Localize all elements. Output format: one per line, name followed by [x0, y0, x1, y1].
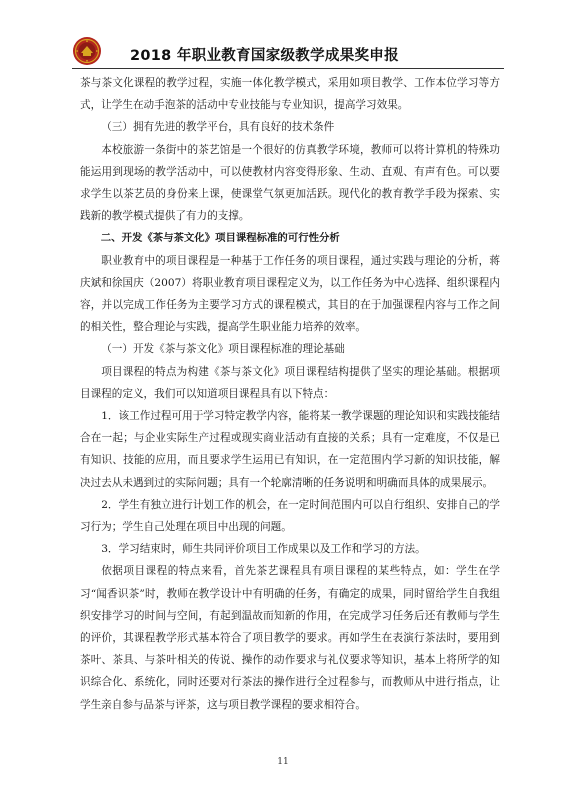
subheading-theoretical-basis: （一）开发《茶与茶文化》项目课程标准的理论基础: [101, 343, 345, 356]
paragraph-project-curriculum: 职业教育中的项目课程是一种基于工作任务的项目课程，通过实践与理论的分析，蒋庆斌和徐国庆（2007）将职业教育项目课程定义为，以工作任务为中心选择、组织课程内容，并以完成工作任务为主要学习方式的课程模式，其目的在于加强课程内容与工作之间的相关性，整合理论与实践，提高学生职业能力培养的效率。: [80, 254, 500, 334]
page-header: [0, 0, 566, 68]
page-number: 11: [277, 757, 289, 767]
paragraph-teaching-process: 茶与茶文化课程的教学过程，实施一体化教学模式，采用如项目教学、工作本位学习等方式，让学生在动手泡茶的活动中专业技能与专业知识，提高学习效果。: [80, 77, 500, 112]
list-item-feature-2: 2．学生有独立进行计划工作的机会，在一定时间范围内可以自行组织、安排自己的学习行为；学生自己处理在项目中出现的问题。: [80, 498, 500, 534]
header-divider: [72, 68, 504, 69]
paragraph-curriculum-features: 项目课程的特点为构建《茶与茶文化》项目课程结构提供了坚实的理论基础。根据项目课程的定义，我们可以知道项目课程具有以下特点：: [80, 365, 500, 400]
paragraph-tea-art-analysis: 依据项目课程的特点来看，首先茶艺课程具有项目课程的某些特点，如：学生在学习“闻香识茶”时，教师在教学设计中有明确的任务，有确定的成果，同时留给学生自我组织安排学习的时间与空间，有起到温故而知新的作用，在完成学习任务后还有教师与学生的评价，其课程教学形式基本符合了项目教学的要求。再如学生在表演行茶法时，要用到茶叶、茶具、与茶叶相关的传说、操作的动作要求与礼仪要求等知识，基本上将所学的知识综合化、系统化，同时还要对行茶法的操作进行全过程参与，而教师从中进行指点，让学生亲自参与品茶与评茶，这与项目教学课程的要求相符合。: [80, 565, 500, 711]
list-item-feature-1: 1．该工作过程可用于学习特定教学内容，能将某一教学课题的理论知识和实践技能结合在一起；与企业实际生产过程或现实商业活动有直接的关系；具有一定难度，不仅是已有知识、技能的应用，而且要求学生运用已有知识，在一定范围内学习新的知识技能，解决过去从未遇到过的实际问题；具有一个轮廓清晰的任务说明和明确而具体的成果展示。: [80, 410, 500, 489]
header-title: 2018 年职业教育国家级教学成果奖申报: [130, 48, 399, 64]
school-emblem-icon: [72, 36, 102, 66]
section-heading-feasibility: 二、开发《茶与茶文化》项目课程标准的可行性分析: [100, 232, 340, 245]
subheading-teaching-platform: （三）拥有先进的教学平台，具有良好的技术条件: [101, 121, 335, 134]
document-body: [80, 72, 500, 716]
paragraph-tea-house: 本校旅游一条街中的茶艺馆是一个很好的仿真教学环境，教师可以将计算机的特殊功能运用到现场的教学活动中，可以使教材内容变得形象、生动、直观、有声有色。可以要求学生以茶艺员的身份来上课，使课堂气氛更加活跃。现代化的教育教学手段为探索、实践新的教学模式提供了有力的支撑。: [80, 143, 500, 223]
list-item-feature-3: 3．学习结束时，师生共同评价项目工作成果以及工作和学习的方法。: [101, 543, 426, 556]
